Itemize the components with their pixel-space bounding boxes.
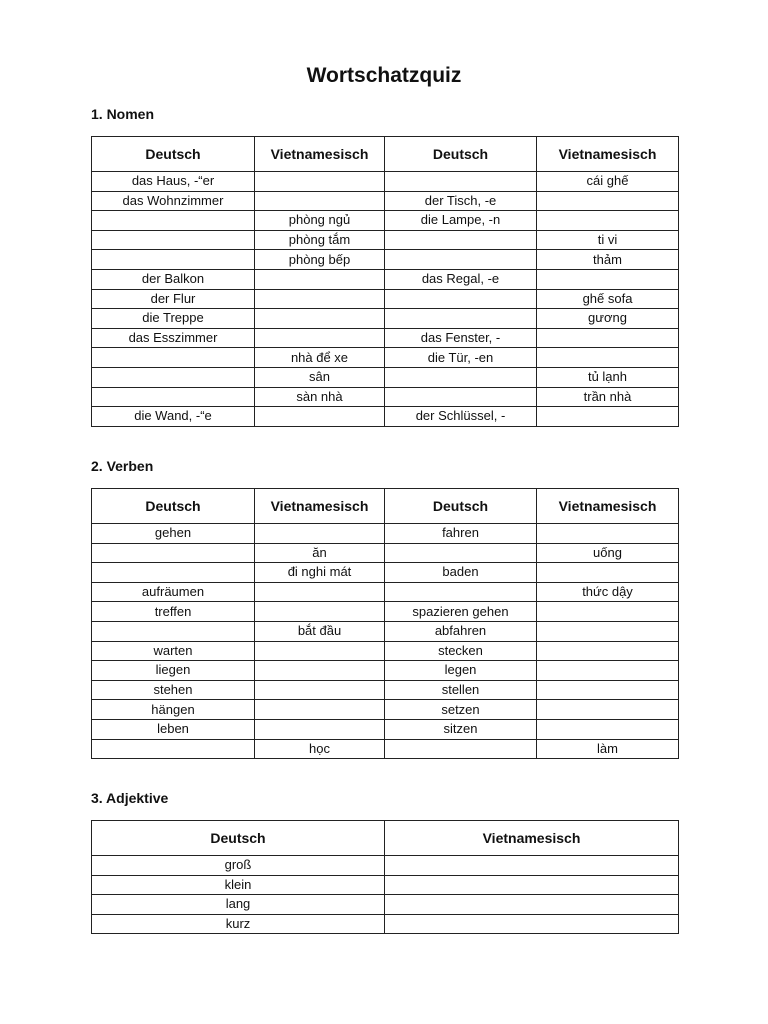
table-row	[92, 407, 679, 427]
table-row	[92, 524, 679, 544]
table-cell	[255, 328, 385, 348]
table-row	[92, 328, 679, 348]
table-header-row	[92, 489, 679, 524]
table-cell	[537, 621, 679, 641]
table-cell: lang	[92, 895, 385, 915]
table-row	[92, 269, 679, 289]
table-row	[92, 856, 679, 876]
table-cell	[385, 172, 537, 192]
table-cell	[537, 191, 679, 211]
adjektive-table	[91, 820, 679, 934]
table-cell	[537, 328, 679, 348]
table-cell: leben	[92, 719, 255, 739]
table-row	[92, 914, 679, 934]
column-header: Deutsch	[92, 489, 255, 524]
table-cell	[255, 582, 385, 602]
table-row	[92, 348, 679, 368]
table-row	[92, 387, 679, 407]
table-row	[92, 661, 679, 681]
table-cell	[537, 602, 679, 622]
table-cell: treffen	[92, 602, 255, 622]
column-header: Deutsch	[385, 489, 537, 524]
table-cell	[385, 250, 537, 270]
table-row	[92, 543, 679, 563]
table-cell	[92, 367, 255, 387]
table-cell: ti vi	[537, 230, 679, 250]
table-cell: der Balkon	[92, 269, 255, 289]
table-cell	[537, 211, 679, 231]
table-cell: die Wand, -“e	[92, 407, 255, 427]
table-cell: kurz	[92, 914, 385, 934]
table-cell	[255, 172, 385, 192]
table-cell: fahren	[385, 524, 537, 544]
table-row	[92, 700, 679, 720]
table-cell: das Esszimmer	[92, 328, 255, 348]
table-cell	[92, 563, 255, 583]
table-cell	[385, 289, 537, 309]
table-cell: aufräumen	[92, 582, 255, 602]
table-row	[92, 739, 679, 759]
table-cell: der Tisch, -e	[385, 191, 537, 211]
table-cell	[255, 700, 385, 720]
section-heading-verben: 2. Verben	[91, 458, 154, 474]
table-cell	[385, 543, 537, 563]
table-cell: warten	[92, 641, 255, 661]
table-cell: stecken	[385, 641, 537, 661]
column-header: Vietnamesisch	[255, 137, 385, 172]
table-cell	[92, 348, 255, 368]
table-cell: groß	[92, 856, 385, 876]
column-header: Vietnamesisch	[537, 489, 679, 524]
table-cell	[385, 856, 679, 876]
table-cell	[537, 700, 679, 720]
table-cell: tủ lạnh	[537, 367, 679, 387]
table-cell	[385, 914, 679, 934]
table-cell	[385, 739, 537, 759]
table-cell	[385, 230, 537, 250]
table-cell: uống	[537, 543, 679, 563]
table-row	[92, 680, 679, 700]
table-cell: die Tür, -en	[385, 348, 537, 368]
table-cell: cái ghế	[537, 172, 679, 192]
table-cell: die Lampe, -n	[385, 211, 537, 231]
table-row	[92, 641, 679, 661]
table-cell: sân	[255, 367, 385, 387]
table-row	[92, 250, 679, 270]
table-cell: das Fenster, -	[385, 328, 537, 348]
table-cell: setzen	[385, 700, 537, 720]
table-cell: thức dậy	[537, 582, 679, 602]
table-row	[92, 367, 679, 387]
table-cell: phòng bếp	[255, 250, 385, 270]
table-cell: trần nhà	[537, 387, 679, 407]
table-cell	[385, 387, 537, 407]
table-cell	[255, 309, 385, 329]
nomen-table	[91, 136, 679, 427]
table-cell: làm	[537, 739, 679, 759]
table-cell	[92, 543, 255, 563]
table-cell	[537, 719, 679, 739]
table-cell	[92, 739, 255, 759]
table-header-row	[92, 821, 679, 856]
table-cell: die Treppe	[92, 309, 255, 329]
table-cell	[92, 250, 255, 270]
table-cell: baden	[385, 563, 537, 583]
table-cell	[255, 661, 385, 681]
table-cell	[255, 719, 385, 739]
table-cell: phòng tắm	[255, 230, 385, 250]
table-cell: stellen	[385, 680, 537, 700]
table-cell: der Schlüssel, -	[385, 407, 537, 427]
table-cell: sitzen	[385, 719, 537, 739]
table-row	[92, 230, 679, 250]
table-cell	[255, 269, 385, 289]
table-cell: ăn	[255, 543, 385, 563]
table-cell	[385, 895, 679, 915]
table-cell: gương	[537, 309, 679, 329]
table-row	[92, 602, 679, 622]
table-cell	[92, 211, 255, 231]
table-cell: đi nghi mát	[255, 563, 385, 583]
table-cell	[385, 367, 537, 387]
table-cell	[255, 602, 385, 622]
table-cell	[255, 289, 385, 309]
table-cell	[92, 230, 255, 250]
table-cell: spazieren gehen	[385, 602, 537, 622]
verben-table	[91, 488, 679, 759]
table-cell	[537, 563, 679, 583]
table-cell	[92, 621, 255, 641]
table-cell: das Regal, -e	[385, 269, 537, 289]
table-cell	[537, 407, 679, 427]
table-cell: das Wohnzimmer	[92, 191, 255, 211]
table-cell	[537, 348, 679, 368]
table-cell	[255, 680, 385, 700]
table-row	[92, 895, 679, 915]
table-cell: klein	[92, 875, 385, 895]
table-cell	[537, 269, 679, 289]
table-cell	[255, 524, 385, 544]
table-row	[92, 563, 679, 583]
table-cell: thảm	[537, 250, 679, 270]
table-row	[92, 309, 679, 329]
table-cell: das Haus, -“er	[92, 172, 255, 192]
table-cell	[385, 309, 537, 329]
table-row	[92, 191, 679, 211]
table-cell: phòng ngủ	[255, 211, 385, 231]
section-heading-nomen: 1. Nomen	[91, 106, 155, 122]
table-cell: bắt đầu	[255, 621, 385, 641]
table-cell	[385, 875, 679, 895]
table-row	[92, 621, 679, 641]
table-cell	[255, 191, 385, 211]
table-cell: ghế sofa	[537, 289, 679, 309]
table-cell	[92, 387, 255, 407]
column-header: Vietnamesisch	[537, 137, 679, 172]
table-cell	[537, 641, 679, 661]
table-cell	[255, 407, 385, 427]
table-cell: abfahren	[385, 621, 537, 641]
table-row	[92, 172, 679, 192]
column-header: Vietnamesisch	[255, 489, 385, 524]
table-cell: stehen	[92, 680, 255, 700]
table-row	[92, 582, 679, 602]
section-heading-adjektive: 3. Adjektive	[91, 790, 169, 806]
page-title: Wortschatzquiz	[306, 64, 462, 87]
column-header: Deutsch	[385, 137, 537, 172]
table-cell: gehen	[92, 524, 255, 544]
table-cell: liegen	[92, 661, 255, 681]
table-row	[92, 211, 679, 231]
table-row	[92, 289, 679, 309]
table-cell: sàn nhà	[255, 387, 385, 407]
table-cell	[385, 582, 537, 602]
column-header: Deutsch	[92, 821, 385, 856]
table-cell	[537, 680, 679, 700]
column-header: Deutsch	[92, 137, 255, 172]
table-cell	[537, 661, 679, 681]
table-cell: học	[255, 739, 385, 759]
table-cell: legen	[385, 661, 537, 681]
table-row	[92, 875, 679, 895]
table-row	[92, 719, 679, 739]
table-cell	[537, 524, 679, 544]
table-cell: nhà để xe	[255, 348, 385, 368]
column-header: Vietnamesisch	[385, 821, 679, 856]
table-cell: hängen	[92, 700, 255, 720]
table-cell: der Flur	[92, 289, 255, 309]
table-cell	[255, 641, 385, 661]
table-header-row	[92, 137, 679, 172]
